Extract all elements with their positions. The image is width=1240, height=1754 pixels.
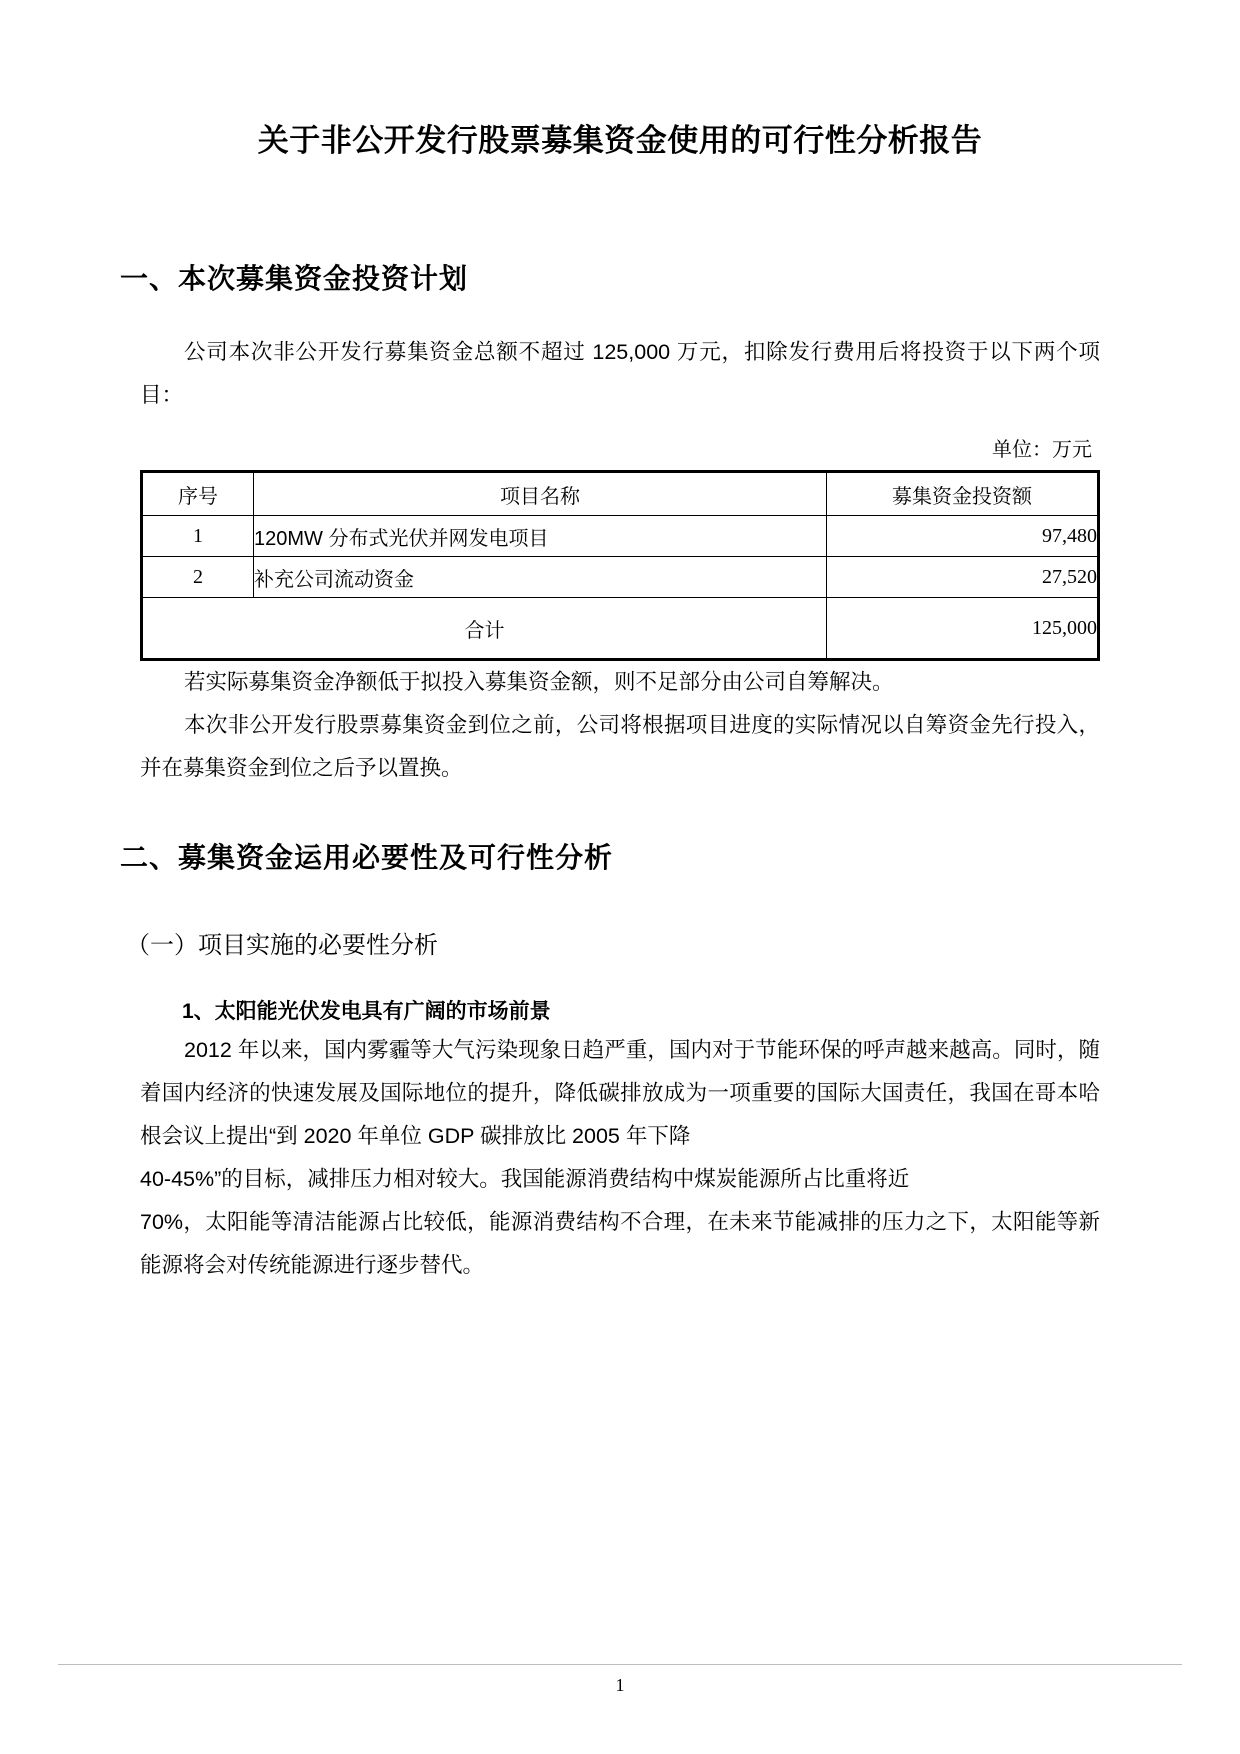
- cell-index: 1: [142, 516, 254, 557]
- spacer: [140, 965, 1100, 995]
- paragraph-market-background-3: 70%，太阳能等清洁能源占比较低，能源消费结构不合理，在未来节能减排的压力之下，太阳能等新能源将会对传统能源进行逐步替代。: [140, 1210, 1100, 1278]
- column-header-index: 序号: [142, 472, 254, 516]
- spacer: [140, 790, 1100, 836]
- paragraph-bridge-financing: 本次非公开发行股票募集资金到位之前，公司将根据项目进度的实际情况以自筹资金先行投入，并在募集资金到位之后予以置换。: [140, 713, 1100, 781]
- cell-amount: 97,480: [827, 516, 1099, 557]
- cell-project-name: 补充公司流动资金: [254, 557, 827, 598]
- cell-total-label: 合计: [142, 598, 827, 660]
- paragraph-shortfall-note: 若实际募集资金净额低于拟投入募集资金额，则不足部分由公司自筹解决。: [184, 670, 894, 695]
- heading-section-two: 二、募集资金运用必要性及可行性分析: [120, 842, 614, 874]
- heading-section-one: 一、本次募集资金投资计划: [120, 262, 469, 294]
- spacer: [140, 417, 1100, 433]
- cell-project-name: 120MW 分布式光伏并网发电项目: [254, 516, 827, 557]
- page-footer: [0, 1664, 1240, 1696]
- column-header-amount: 募集资金投资额: [827, 472, 1099, 516]
- page-title: 关于非公开发行股票募集资金使用的可行性分析报告: [257, 123, 983, 158]
- footer-divider: [58, 1664, 1182, 1665]
- spacer: [140, 301, 1100, 331]
- page-number: 1: [615, 1675, 625, 1695]
- heading-subsection-necessity: （一）项目实施的必要性分析: [126, 932, 438, 960]
- cell-total-amount: 125,000: [827, 598, 1099, 660]
- table-unit-label: 单位：万元: [992, 439, 1092, 462]
- table-total-row: [142, 598, 1099, 660]
- paragraph-investment-plan: 公司本次非公开发行募集资金总额不超过 125,000 万元，扣除发行费用后将投资于以下两个项目：: [140, 340, 1100, 408]
- cell-index: 2: [142, 557, 254, 598]
- cell-amount: 27,520: [827, 557, 1099, 598]
- paragraph-market-background-1: 2012 年以来，国内雾霾等大气污染现象日趋严重，国内对于节能环保的呼声越来越高。同时，随着国内经济的快速发展及国际地位的提升，降低碳排放成为一项重要的国际大国责任，我国在哥本哈根会议上提出“到 2020 年单位 GDP 碳排放比 2005 年下降: [140, 1038, 1100, 1149]
- table-header-row: [142, 472, 1099, 516]
- paragraph-market-background-2: 40-45%”的目标，减排压力相对较大。我国能源消费结构中煤炭能源所占比重将近: [140, 1167, 910, 1192]
- table-row: [142, 516, 1099, 557]
- title-spacer: [140, 165, 1100, 257]
- column-header-project-name: 项目名称: [254, 472, 827, 516]
- table-row: [142, 557, 1099, 598]
- heading-item-market-prospect: 1、太阳能光伏发电具有广阔的市场前景: [182, 1000, 551, 1024]
- fund-usage-table: [140, 470, 1100, 661]
- spacer: [140, 881, 1100, 927]
